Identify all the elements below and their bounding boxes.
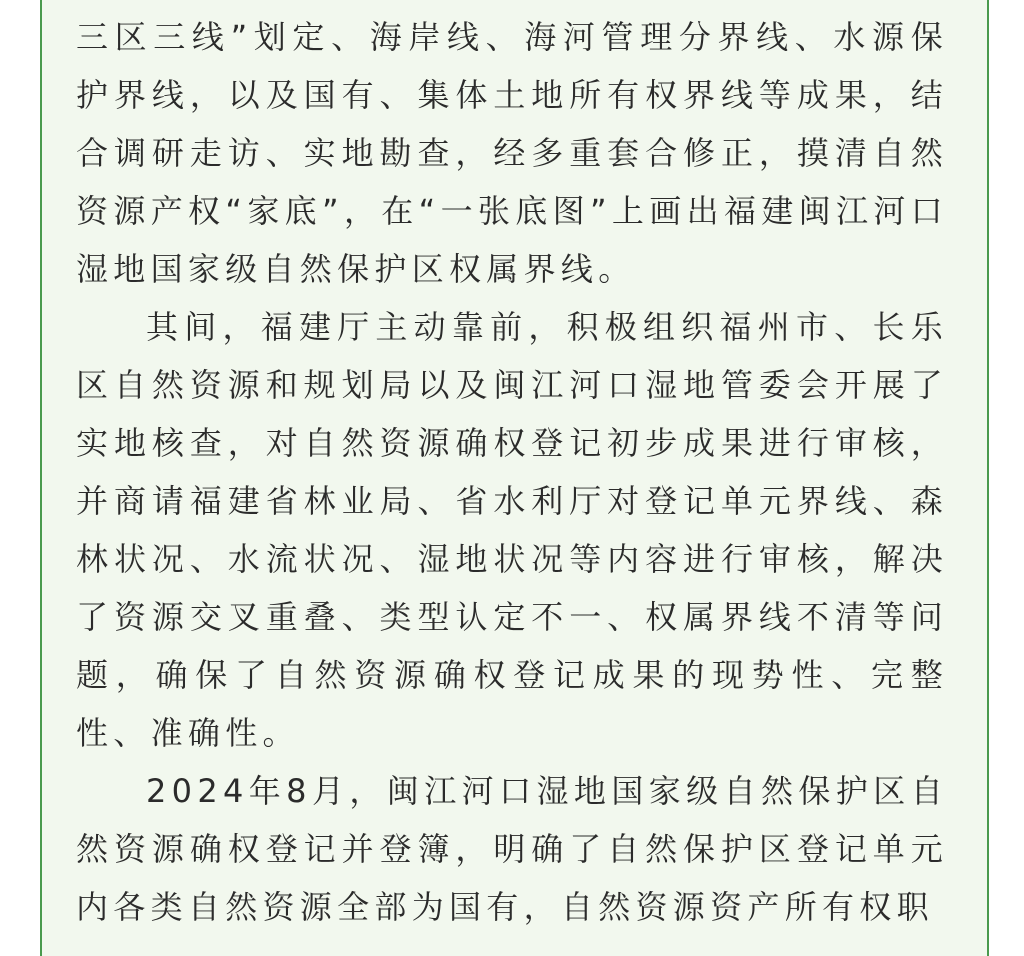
paragraph-verification: 其间，福建厅主动靠前，积极组织福州市、长乐区自然资源和规划局以及闽江河口湿地管委会开展了实地核查，对自然资源确权登记初步成果进行审核，并商请福建省林业局、省水利厅对登记单元界线、森林状况、水流状况、湿地状况等内容进行审核，解决了资源交叉重叠、类型认定不一、权属界线不清等问题，确保了自然资源确权登记成果的现势性、完整性、准确性。: [76, 308, 948, 752]
article-body: [76, 8, 948, 936]
paragraph-continuation: 三区三线”划定、海岸线、海河管理分界线、水源保护界线，以及国有、集体土地所有权界线等成果，结合调研走访、实地勘查，经多重套合修正，摸清自然资源产权“家底”，在“一张底图”上画出福建闽江河口湿地国家级自然保护区权属界线。: [76, 18, 948, 288]
paragraph-registration: 2024年8月，闽江河口湿地国家级自然保护区自然资源确权登记并登簿，明确了自然保护区登记单元内各类自然资源全部为国有，自然资源资产所有权职: [76, 772, 948, 926]
